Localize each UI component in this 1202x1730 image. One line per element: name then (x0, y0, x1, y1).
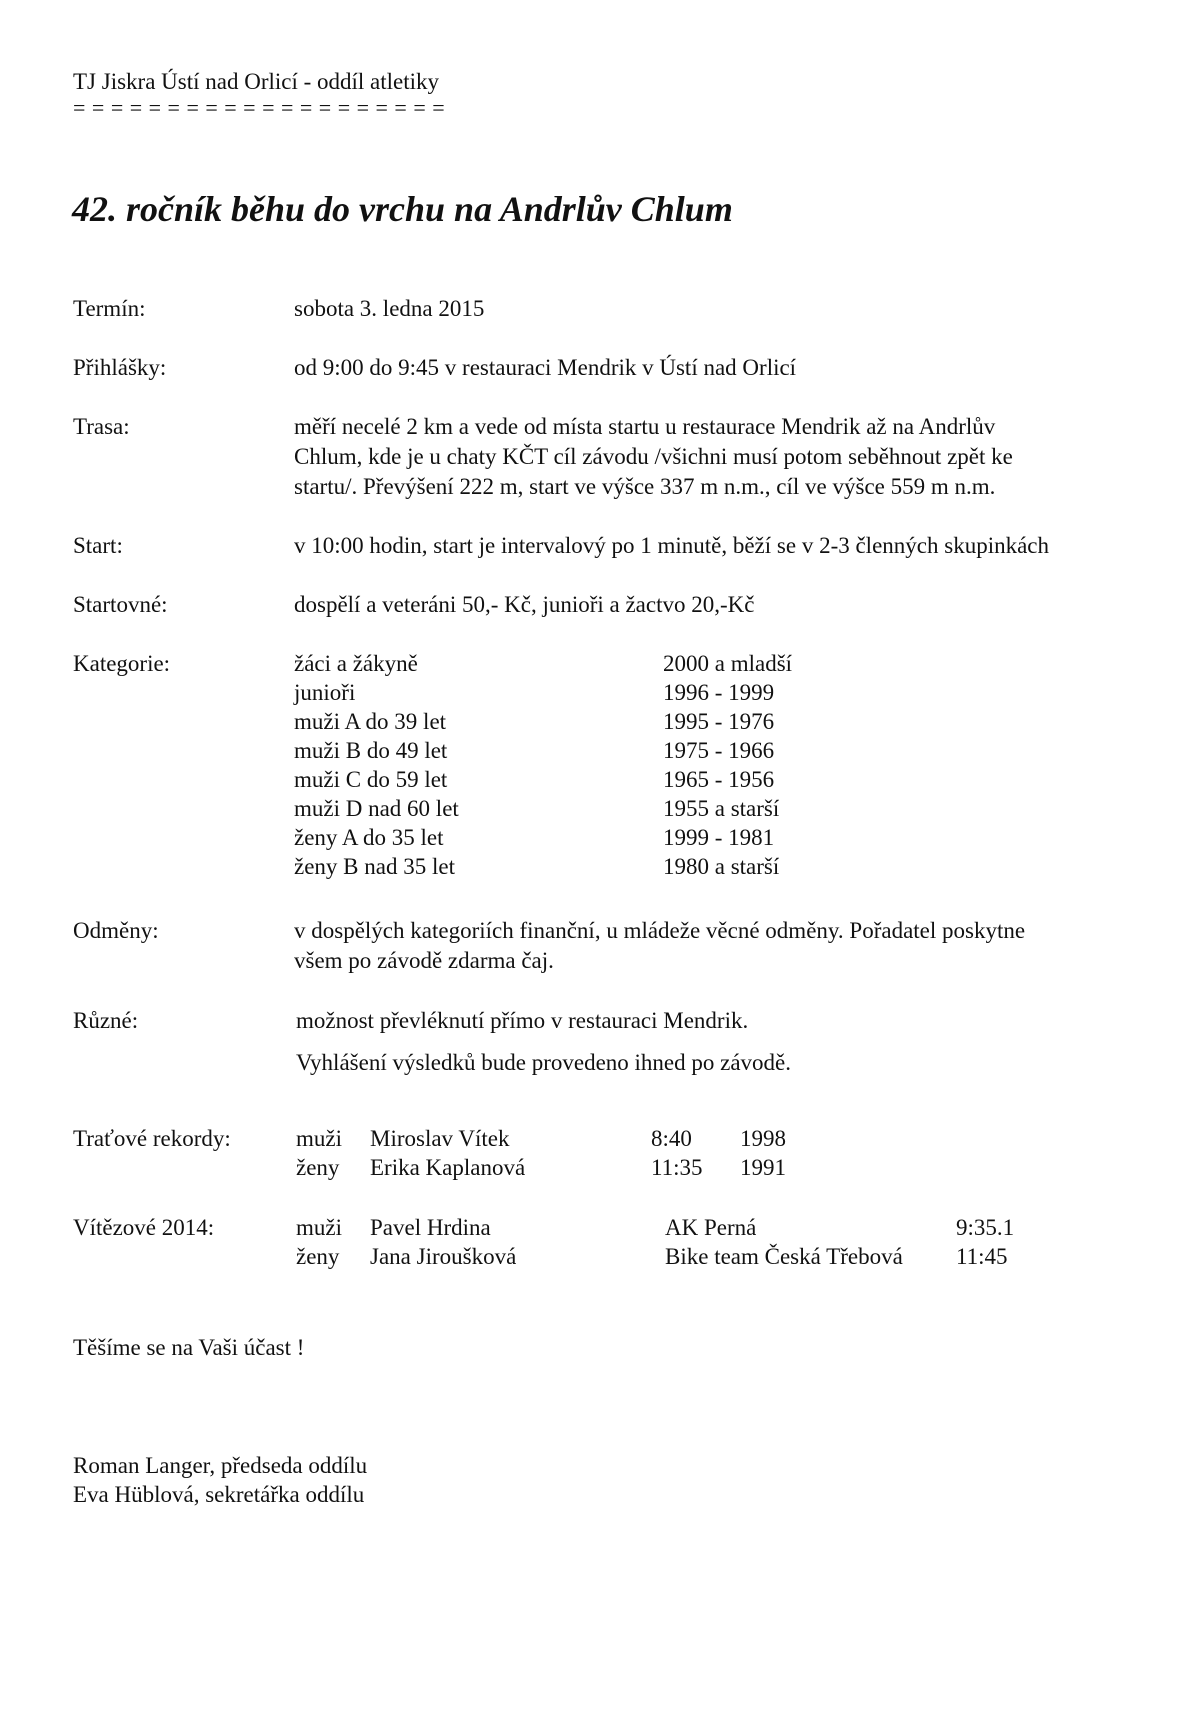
winner-time: 9:35.1 (956, 1215, 1015, 1240)
category-years: 1999 - 1981 (663, 825, 775, 850)
record-gender: ženy (296, 1155, 340, 1180)
record-time: 8:40 (651, 1126, 692, 1151)
label-start: Start: (73, 533, 123, 558)
record-gender: muži (296, 1126, 342, 1151)
label-odmeny: Odměny: (73, 918, 159, 943)
winner-club: Bike team Česká Třebová (665, 1244, 903, 1269)
label-ruzne: Různé: (73, 1008, 139, 1033)
closing-text: Těšíme se na Vaši účast ! (73, 1335, 305, 1360)
category-years: 1955 a starší (663, 796, 780, 821)
category-name: muži D nad 60 let (294, 796, 459, 821)
value-odmeny-line: všem po závodě zdarma čaj. (294, 948, 554, 973)
winner-name: Jana Jiroušková (370, 1244, 517, 1269)
value-trasa-line: měří necelé 2 km a vede od místa startu u restaurace Mendrik až na Andrlův (294, 414, 996, 439)
category-years: 1980 a starší (663, 854, 780, 879)
record-year: 1998 (740, 1126, 786, 1151)
record-time: 11:35 (651, 1155, 703, 1180)
category-name: muži A do 39 let (294, 709, 447, 734)
record-name: Miroslav Vítek (370, 1126, 510, 1151)
category-years: 1995 - 1976 (663, 709, 775, 734)
winner-name: Pavel Hrdina (370, 1215, 491, 1240)
club-name: TJ Jiskra Ústí nad Orlicí - oddíl atletiky (73, 69, 440, 94)
winner-time: 11:45 (956, 1244, 1008, 1269)
value-startovne: dospělí a veteráni 50,- Kč, junioři a žactvo 20,-Kč (294, 592, 755, 617)
header-rule: = = = = = = = = = = = = = = = = = = = = (73, 95, 446, 120)
value-trasa-line: startu/. Převýšení 222 m, start ve výšce 337 m n.m., cíl ve výšce 559 m n.m. (294, 474, 996, 499)
winner-gender: ženy (296, 1244, 340, 1269)
label-startovne: Startovné: (73, 592, 168, 617)
label-kategorie: Kategorie: (73, 651, 171, 676)
label-rekordy: Traťové rekordy: (73, 1126, 231, 1151)
category-name: muži C do 59 let (294, 767, 448, 792)
value-start: v 10:00 hodin, start je intervalový po 1 minutě, běží se v 2-3 členných skupinkách (294, 533, 1050, 558)
category-years: 1996 - 1999 (663, 680, 775, 705)
value-trasa-line: Chlum, kde je u chaty KČT cíl závodu /všichni musí potom seběhnout zpět ke (294, 444, 1013, 469)
category-years: 2000 a mladší (663, 651, 793, 676)
label-vitezove: Vítězové 2014: (73, 1215, 215, 1240)
label-prihlasky: Přihlášky: (73, 355, 167, 380)
label-termin: Termín: (73, 296, 146, 321)
signature-line: Eva Hüblová, sekretářka oddílu (73, 1482, 365, 1507)
value-prihlasky: od 9:00 do 9:45 v restauraci Mendrik v Ústí nad Orlicí (294, 355, 797, 380)
category-name: muži B do 49 let (294, 738, 448, 763)
signature-line: Roman Langer, předseda oddílu (73, 1453, 368, 1478)
value-odmeny-line: v dospělých kategoriích finanční, u mládeže věcné odměny. Pořadatel poskytne (294, 918, 1026, 943)
value-termin: sobota 3. ledna 2015 (294, 296, 485, 321)
value-ruzne-line: možnost převléknutí přímo v restauraci Mendrik. (296, 1008, 749, 1033)
value-ruzne-line: Vyhlášení výsledků bude provedeno ihned po závodě. (296, 1050, 792, 1075)
category-name: ženy B nad 35 let (294, 854, 455, 879)
category-name: junioři (294, 680, 356, 705)
label-trasa: Trasa: (73, 414, 130, 439)
winner-gender: muži (296, 1215, 342, 1240)
record-year: 1991 (740, 1155, 786, 1180)
category-name: žáci a žákyně (294, 651, 418, 676)
category-years: 1975 - 1966 (663, 738, 775, 763)
page-title: 42. ročník běhu do vrchu na Andrlův Chlum (72, 189, 733, 229)
winner-club: AK Perná (665, 1215, 757, 1240)
category-name: ženy A do 35 let (294, 825, 444, 850)
category-years: 1965 - 1956 (663, 767, 775, 792)
record-name: Erika Kaplanová (370, 1155, 526, 1180)
